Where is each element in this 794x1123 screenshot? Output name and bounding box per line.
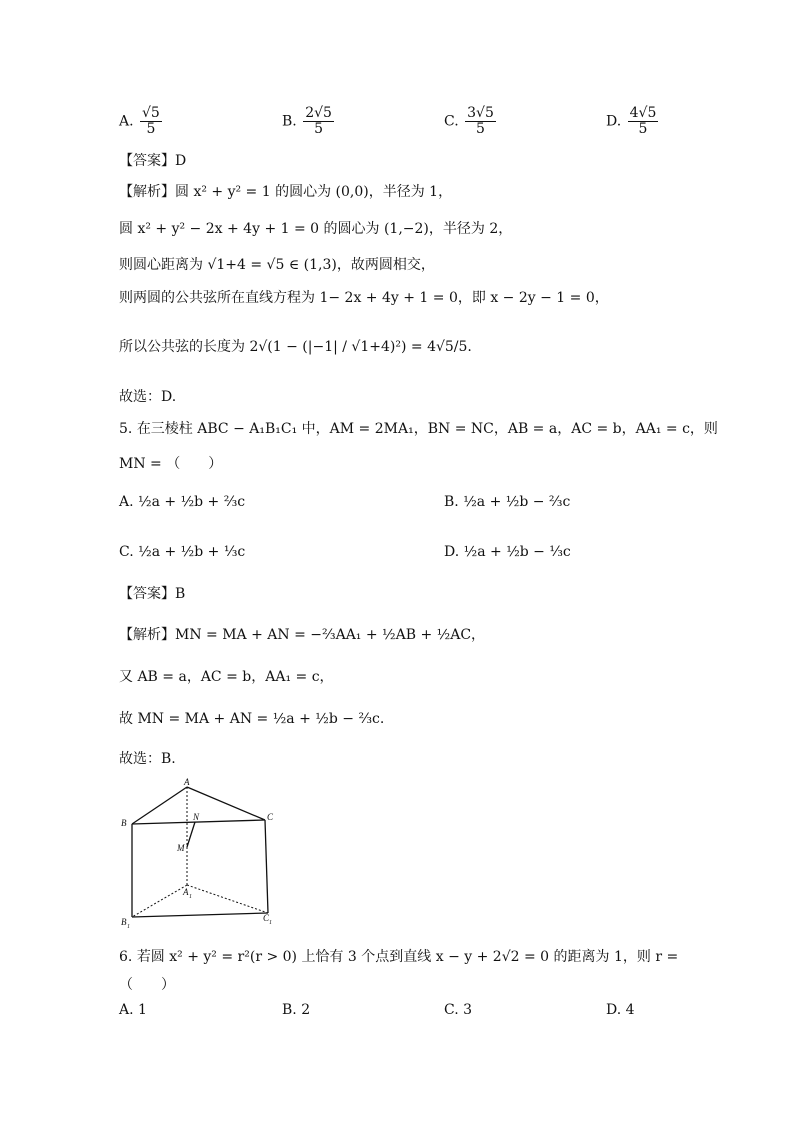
q6-option-a: A. 1 <box>119 1002 147 1018</box>
question-stem: 若圆 x² + y² = r²(r > 0) 上恰有 3 个点到直线 x − y + 2√2 = 0 的距离为 1，则 r = <box>136 949 679 965</box>
option-label: B. <box>444 494 459 510</box>
edge-cc1 <box>265 820 268 913</box>
q4-analysis-line4: 则两圆的公共弦所在直线方程为 1− 2x + 4y + 1 = 0，即 x − 2y − 1 = 0， <box>119 290 609 306</box>
option-expression: ½a + ½b − ⅓c <box>463 544 571 560</box>
chord-length-result: = 4√5/5. <box>410 339 472 355</box>
edge-b1c1 <box>132 913 268 917</box>
q4-analysis-line2: 圆 x² + y² − 2x + 4y + 1 = 0 的圆心为 (1,−2)，半径为 2， <box>119 221 513 237</box>
analysis-tag: 【解析】 <box>119 627 175 643</box>
q5-analysis-line2: 又 AB = a，AC = b，AA₁ = c， <box>119 669 334 685</box>
answer-tag: 【答案】 <box>119 153 175 169</box>
prism-figure <box>115 775 285 930</box>
analysis-text: 所以公共弦的长度为 <box>119 339 245 355</box>
q6-paren: （ ） <box>119 977 175 993</box>
analysis-text: MN = MA + AN = −⅔AA₁ + ½AB + ½AC， <box>175 627 486 643</box>
question-number: 6. <box>119 949 133 965</box>
analysis-tag: 【解析】 <box>119 184 175 200</box>
option-expression: ½a + ½b − ⅔c <box>463 494 571 510</box>
fraction-numerator: 2√5 <box>305 105 332 121</box>
q4-analysis-line3: 则圆心距离为 √1+4 = √5 ∈ (1,3)，故两圆相交， <box>119 257 435 273</box>
option-expression: ½a + ½b + ⅓c <box>138 544 246 560</box>
answer-tag: 【答案】 <box>119 586 175 602</box>
fraction-denominator: 5 <box>146 121 156 137</box>
q5-option-b <box>444 494 570 510</box>
option-expression: ½a + ½b + ⅔c <box>138 494 246 510</box>
vertex-b1-subscript: 1 <box>127 924 130 930</box>
q5-analysis-line3: 故 MN = MA + AN = ½a + ½b − ⅔c. <box>119 711 385 727</box>
q4-analysis-line5 <box>119 336 472 356</box>
option-fraction <box>303 106 334 137</box>
question-stem: 在三棱柱 ABC − A₁B₁C₁ 中，AM = 2MA₁，BN = NC，AB = a，AC = b，AA₁ = c，则 <box>136 421 718 437</box>
option-fraction <box>465 106 496 137</box>
fraction-numerator: √5 <box>142 105 160 121</box>
q4-option-a <box>119 106 164 137</box>
option-label: D. <box>606 113 622 130</box>
q4-analysis-line1 <box>119 181 452 201</box>
vertex-c-label: C <box>267 812 274 822</box>
edge-a1b1 <box>132 885 187 917</box>
vertex-a-label: A <box>184 777 190 787</box>
vertex-b1-label: B <box>121 917 127 927</box>
q5-analysis-line1 <box>119 624 485 644</box>
analysis-text: 圆 x² + y² = 1 的圆心为 (0,0)，半径为 1， <box>175 184 453 200</box>
option-label: C. <box>444 113 459 130</box>
edge-a1c1 <box>187 885 268 913</box>
vertex-c1-subscript: 1 <box>269 920 272 926</box>
chord-length-expression: 2√(1 − (|−1| / √1+4)²) <box>249 339 407 355</box>
option-label: D. <box>444 544 460 560</box>
q6-option-b: B. 2 <box>282 1002 311 1018</box>
option-label: B. <box>282 113 297 130</box>
vertex-a1-subscript: 1 <box>189 894 192 900</box>
q5-option-c <box>119 544 245 560</box>
option-label: C. <box>119 544 134 560</box>
q5-answer <box>119 583 185 603</box>
option-fraction <box>140 106 162 137</box>
q5-conclusion: 故选：B. <box>119 751 176 767</box>
vertex-c1-label: C <box>263 913 270 923</box>
q5-stem-line2: MN = （ ） <box>119 456 223 472</box>
fraction-numerator: 3√5 <box>467 105 494 121</box>
fraction-denominator: 5 <box>476 121 485 137</box>
q6-option-c: C. 3 <box>444 1002 473 1018</box>
option-fraction <box>628 106 659 137</box>
option-label: A. <box>119 113 134 130</box>
fraction-denominator: 5 <box>638 121 648 137</box>
q4-answer <box>119 150 186 170</box>
question-number: 5. <box>119 421 133 437</box>
q5-stem <box>119 418 718 438</box>
segment-mn <box>187 822 195 847</box>
fraction-numerator: 4√5 <box>629 105 657 121</box>
fraction-denominator: 5 <box>314 121 324 137</box>
option-label: A. <box>119 494 134 510</box>
answer-value: D <box>175 153 187 169</box>
point-m-label: M <box>177 843 185 853</box>
q4-conclusion: 故选：D. <box>119 389 177 405</box>
edge-ab <box>132 787 187 824</box>
vertex-a1-label: A <box>183 887 189 897</box>
q4-option-b <box>282 106 336 137</box>
q6-option-d: D. 4 <box>606 1002 635 1018</box>
vertex-b-label: B <box>121 818 127 828</box>
q5-option-d <box>444 544 571 560</box>
q4-option-c <box>444 106 498 137</box>
answer-value: B <box>175 586 186 602</box>
q4-option-d <box>606 106 660 137</box>
point-n-label: N <box>193 812 200 822</box>
q6-stem <box>119 946 678 966</box>
q5-option-a <box>119 494 245 510</box>
